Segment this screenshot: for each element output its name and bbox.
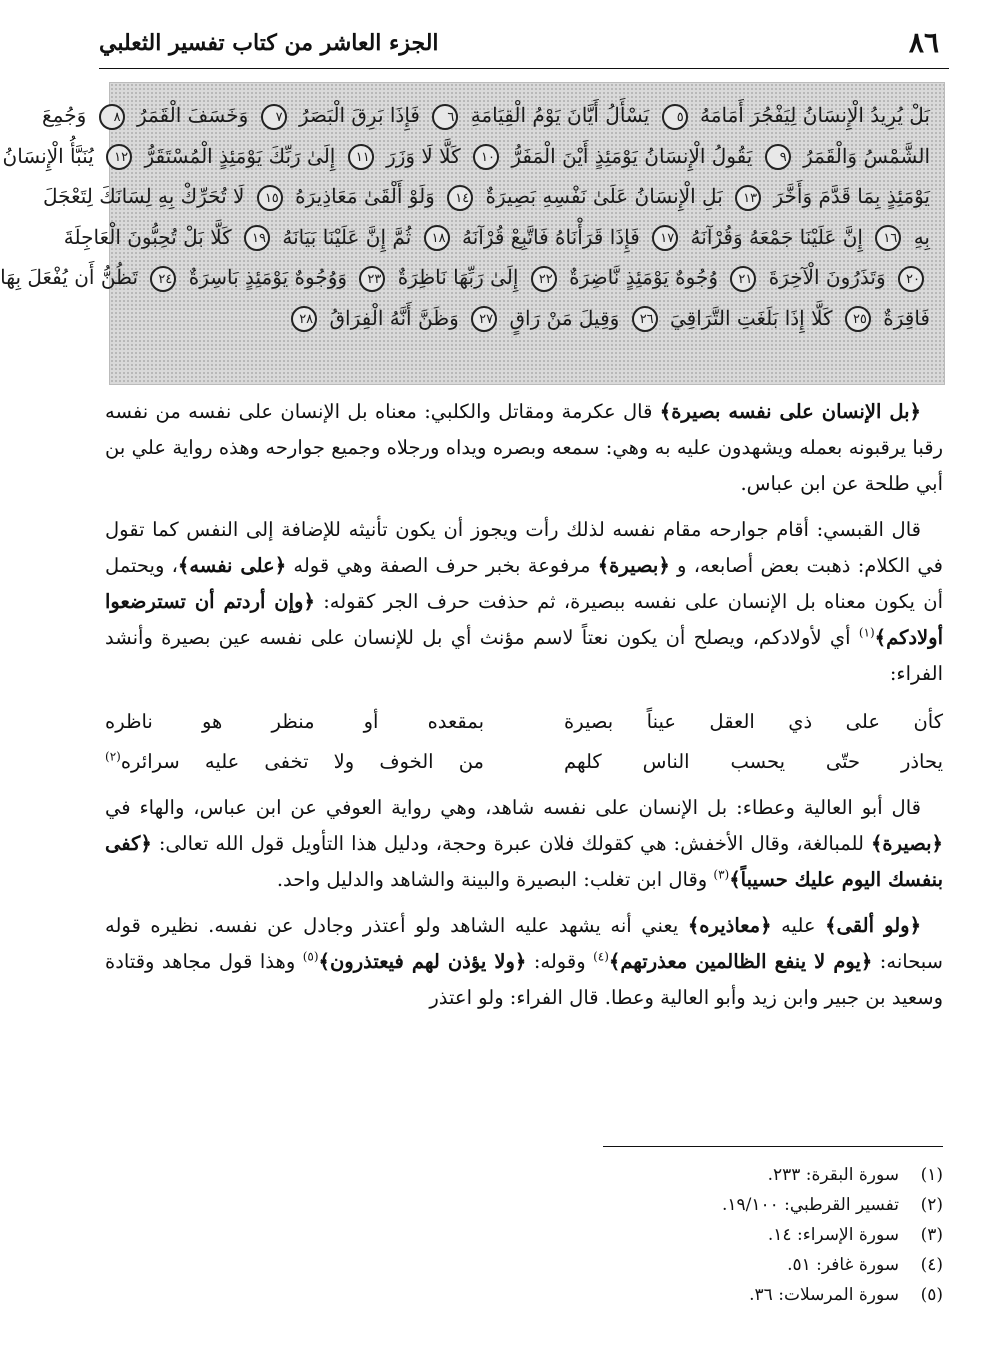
- footnote-number: (١): [920, 1165, 943, 1185]
- quran-quote: ﴿بصيرة﴾: [870, 832, 943, 855]
- verse-line: [63, 217, 930, 258]
- poem-second-hemistich: [105, 742, 524, 782]
- ayah-number-marker: ١١: [348, 144, 374, 170]
- verse-line: [42, 95, 930, 136]
- ayah-text: وَخَسَفَ الْقَمَرُ: [136, 103, 249, 127]
- quran-quote: ﴿وإن أردتم أن تسترضعوا أولادكم﴾: [105, 590, 943, 649]
- ayah-number-marker: ١٦: [875, 225, 901, 251]
- ayah-text: تَظُنُّ أَن يُفْعَلَ بِهَا: [0, 265, 139, 289]
- paragraph-1: [105, 394, 943, 502]
- ayah-text: وَوُجُوهٌ يَوْمَئِذٍ بَاسِرَةٌ: [188, 265, 348, 289]
- ayah-number-marker: ٩: [765, 144, 791, 170]
- ayah-text: كَلَّا لَا وَزَرَ: [386, 143, 461, 168]
- ayah-number-marker: ٦: [432, 104, 458, 130]
- footnote-text: سورة البقرة: ٢٣٣.: [767, 1165, 899, 1185]
- paragraph-3: [105, 790, 943, 898]
- verse-line: [2, 136, 930, 177]
- book-title: الجزء العاشر من كتاب تفسير الثعلبي: [99, 30, 439, 56]
- paragraph-text: أي لأولادكم، ويصلح أن يكون نعتاً لاسم مؤنث أي بل للإنسان على نفسه عين بصيرة وأنشد الفراء:: [105, 626, 943, 685]
- paragraph-text: وقوله:: [526, 950, 594, 973]
- paragraph-text: للمبالغة، وقال الأخفش: هي كقولك فلان عبرة وحجة، ودليل هذا التأويل قول الله تعالى:: [151, 832, 871, 855]
- ayah-number-marker: ٢٦: [632, 306, 658, 332]
- footnote-text: سورة غافر: ٥١.: [787, 1255, 899, 1275]
- quran-quote: ﴿كفى بنفسك اليوم عليك حسيباً﴾: [105, 832, 943, 891]
- footnote-number: (٣): [920, 1225, 943, 1245]
- footnote: [105, 1190, 943, 1220]
- quran-quote: ﴿يوم لا ينفع الظالمين معذرتهم﴾: [608, 950, 873, 973]
- ayah-text: لَا تُحَرِّكْ بِهِ لِسَانَكَ لِتَعْجَلَ: [43, 184, 245, 208]
- running-head: [99, 22, 949, 69]
- ayah-number-marker: ١٧: [652, 225, 678, 251]
- footnote-reference: (٥): [302, 949, 319, 964]
- footnote-number: (٤): [920, 1255, 943, 1275]
- quran-quote: ﴿بصيرة﴾: [597, 554, 670, 577]
- ayah-number-marker: ٢٢: [531, 266, 557, 292]
- poem-second-hemistich: [105, 702, 524, 742]
- page-number: ٨٦: [908, 26, 939, 59]
- ayah-number-marker: ١٢: [106, 144, 132, 170]
- paragraph-text: وقال ابن تغلب: البصيرة والبينة والشاهد والدليل واحد.: [276, 868, 714, 891]
- ayah-text: يُنَبَّأُ الْإِنسَانُ: [2, 143, 94, 168]
- ayah-number-marker: ١٣: [735, 185, 761, 211]
- footnote-separator: [603, 1146, 943, 1147]
- paragraph-text: ، ويحتمل أن يكون معناه بل الإنسان على نفسه ببصيرة، ثم حذفت حرف الجر كقوله:: [105, 554, 943, 613]
- footnote: [105, 1160, 943, 1190]
- footnote-reference: (٢): [105, 749, 121, 764]
- ayah-text: فَإِذَا قَرَأْنَاهُ فَاتَّبِعْ قُرْآنَهُ: [462, 224, 640, 249]
- ayah-number-marker: ١٤: [447, 185, 473, 211]
- ayah-text: يَقُولُ الْإِنسَانُ يَوْمَئِذٍ أَيْنَ الْمَفَرُّ: [511, 143, 753, 168]
- ayah-text: وُجُوهٌ يَوْمَئِذٍ نَّاضِرَةٌ: [569, 265, 718, 289]
- book-page: [0, 22, 949, 1352]
- paragraph-text: قال أبو العالية وعطاء: بل الإنسان على نفسه شاهد، وهي رواية العوفي عن ابن عباس، والهاء في: [105, 796, 921, 819]
- ayah-text: إِلَىٰ رَبِّهَا نَاظِرَةٌ: [397, 265, 519, 289]
- ayah-text: بَلِ الْإِنسَانُ عَلَىٰ نَفْسِهِ بَصِيرَةٌ: [485, 184, 723, 208]
- quran-quote: ﴿ولو ألقى﴾: [825, 914, 921, 937]
- footnote-reference: (٤): [593, 949, 609, 964]
- paragraph-text: مرفوعة بخبر حرف الصفة وهي قوله: [286, 554, 598, 577]
- footnote-reference: (٣): [713, 867, 730, 882]
- poem-row: [105, 742, 943, 782]
- hemistich-text: من الخوف ولا تخفى عليه سرائره: [120, 750, 484, 773]
- ayah-text: الشَّمْسُ وَالْقَمَرُ: [803, 143, 930, 168]
- paragraph-4: [105, 908, 943, 1016]
- ayah-text: كَلَّا إِذَا بَلَغَتِ التَّرَاقِيَ: [670, 305, 833, 330]
- footnotes: [105, 1160, 943, 1310]
- ayah-number-marker: ٢٨: [291, 306, 317, 332]
- poem-first-hemistich: يحاذر حتّى يحسب الناس كلهم: [564, 750, 943, 773]
- footnote: [105, 1250, 943, 1280]
- paragraph-text: قال عكرمة ومقاتل والكلبي: معناه بل الإنسان على نفسه من نفسه رقبا يرقبونه بعمله ويشهدون عليه به وهي: سمعه وبصره ويداه ورجلاه وجميع جوارحه وهذه رواية علي بن أبي طلحة عن ابن عباس.: [105, 400, 943, 495]
- footnote-number: (٥): [920, 1285, 943, 1305]
- ayah-text: ثُمَّ إِنَّ عَلَيْنَا بَيَانَهُ: [282, 224, 412, 249]
- verse-line: [43, 176, 930, 217]
- ayah-number-marker: ١٨: [424, 225, 450, 251]
- ayah-number-marker: ٨: [99, 104, 125, 130]
- ayah-text: بِهِ: [913, 224, 930, 249]
- ayah-number-marker: ١٠: [473, 144, 499, 170]
- quran-verses-box: [0, 82, 945, 385]
- ayah-number-marker: ٢٠: [898, 266, 924, 292]
- ayah-number-marker: ٥: [662, 104, 688, 130]
- ayah-text: وَظَنَّ أَنَّهُ الْفِرَاقُ: [329, 305, 459, 330]
- footnote-number: (٢): [920, 1195, 943, 1215]
- ayah-text: فَإِذَا بَرِقَ الْبَصَرُ: [298, 103, 420, 127]
- ayah-number-marker: ١٩: [244, 225, 270, 251]
- footnote: [105, 1280, 943, 1310]
- ayah-text: كَلَّا بَلْ تُحِبُّونَ الْعَاجِلَةَ: [63, 224, 232, 249]
- paragraph-text: وهذا قول مجاهد وقتادة وسعيد بن جبير وابن زيد وأبو العالية وعطا. قال الفراء: ولو اعتذر: [105, 950, 943, 1009]
- quran-quote: ﴿معاذيره﴾: [687, 914, 772, 937]
- ayah-text: وَجُمِعَ: [42, 103, 87, 127]
- footnote-text: سورة الإسراء: ١٤.: [767, 1225, 899, 1245]
- hemistich-text: بمقعده أو منظر هو ناظره: [105, 710, 484, 733]
- ayah-text: بَلْ يُرِيدُ الْإِنسَانُ لِيَفْجُرَ أَمَامَهُ: [700, 103, 930, 127]
- ayah-number-marker: ٢٧: [471, 306, 497, 332]
- ayah-text: إِلَىٰ رَبِّكَ يَوْمَئِذٍ الْمُسْتَقَرُّ: [144, 143, 336, 168]
- ayah-text: يَوْمَئِذٍ بِمَا قَدَّمَ وَأَخَّرَ: [773, 184, 930, 208]
- ayah-text: وَتَذَرُونَ الْآخِرَةَ: [768, 265, 886, 289]
- ayah-text: وَلَوْ أَلْقَىٰ مَعَاذِيرَهُ: [295, 184, 435, 208]
- ayah-text: يَسْأَلُ أَيَّانَ يَوْمُ الْقِيَامَةِ: [470, 103, 650, 127]
- poem-verses: [105, 702, 943, 782]
- verse-line: [0, 257, 930, 298]
- paragraph-text: قال القبسي: أقام جوارحه مقام نفسه لذلك رأت ويجوز أن يكون تأنيثه للإضافة إلى النفس كما تقول في الكلام: ذهبت بعض أصابعه، و: [105, 518, 943, 577]
- paragraph-text: يعني أنه يشهد عليه الشاهد ولو أعتذر وجادل عن نفسه. نظيره قوله سبحانه:: [105, 914, 944, 973]
- footnote-text: تفسير القرطبي: ١٩/١٠٠.: [721, 1195, 899, 1215]
- ayah-text: وَقِيلَ مَنْ رَاقٍ: [509, 305, 620, 330]
- ayah-number-marker: ٢٣: [359, 266, 385, 292]
- ayah-number-marker: ٢٤: [150, 266, 176, 292]
- footnote: [105, 1220, 943, 1250]
- footnote-reference: (١): [858, 625, 875, 640]
- footnote-text: سورة المرسلات: ٣٦.: [749, 1285, 899, 1305]
- quran-quote: ﴿ولا يؤذن لهم فيعتذرون﴾: [318, 950, 527, 973]
- quran-quote: ﴿بل الإنسان على نفسه بصيرة﴾: [659, 400, 921, 423]
- ayah-number-marker: ٢٥: [845, 306, 871, 332]
- quran-quote: ﴿على نفسه﴾: [177, 554, 287, 577]
- paragraph-text: عليه: [771, 914, 826, 937]
- poem-first-hemistich: كأن على ذي العقل عيناً بصيرة: [564, 710, 943, 733]
- paragraph-2: [105, 512, 943, 692]
- commentary: [105, 394, 943, 1016]
- ayah-number-marker: ١٥: [257, 185, 283, 211]
- poem-row: [105, 702, 943, 742]
- ayah-text: إِنَّ عَلَيْنَا جَمْعَهُ وَقُرْآنَهُ: [690, 224, 863, 249]
- verse-line: [124, 298, 930, 339]
- ayah-number-marker: ٧: [261, 104, 287, 130]
- ayah-text: فَاقِرَةٌ: [883, 305, 930, 330]
- ayah-number-marker: ٢١: [730, 266, 756, 292]
